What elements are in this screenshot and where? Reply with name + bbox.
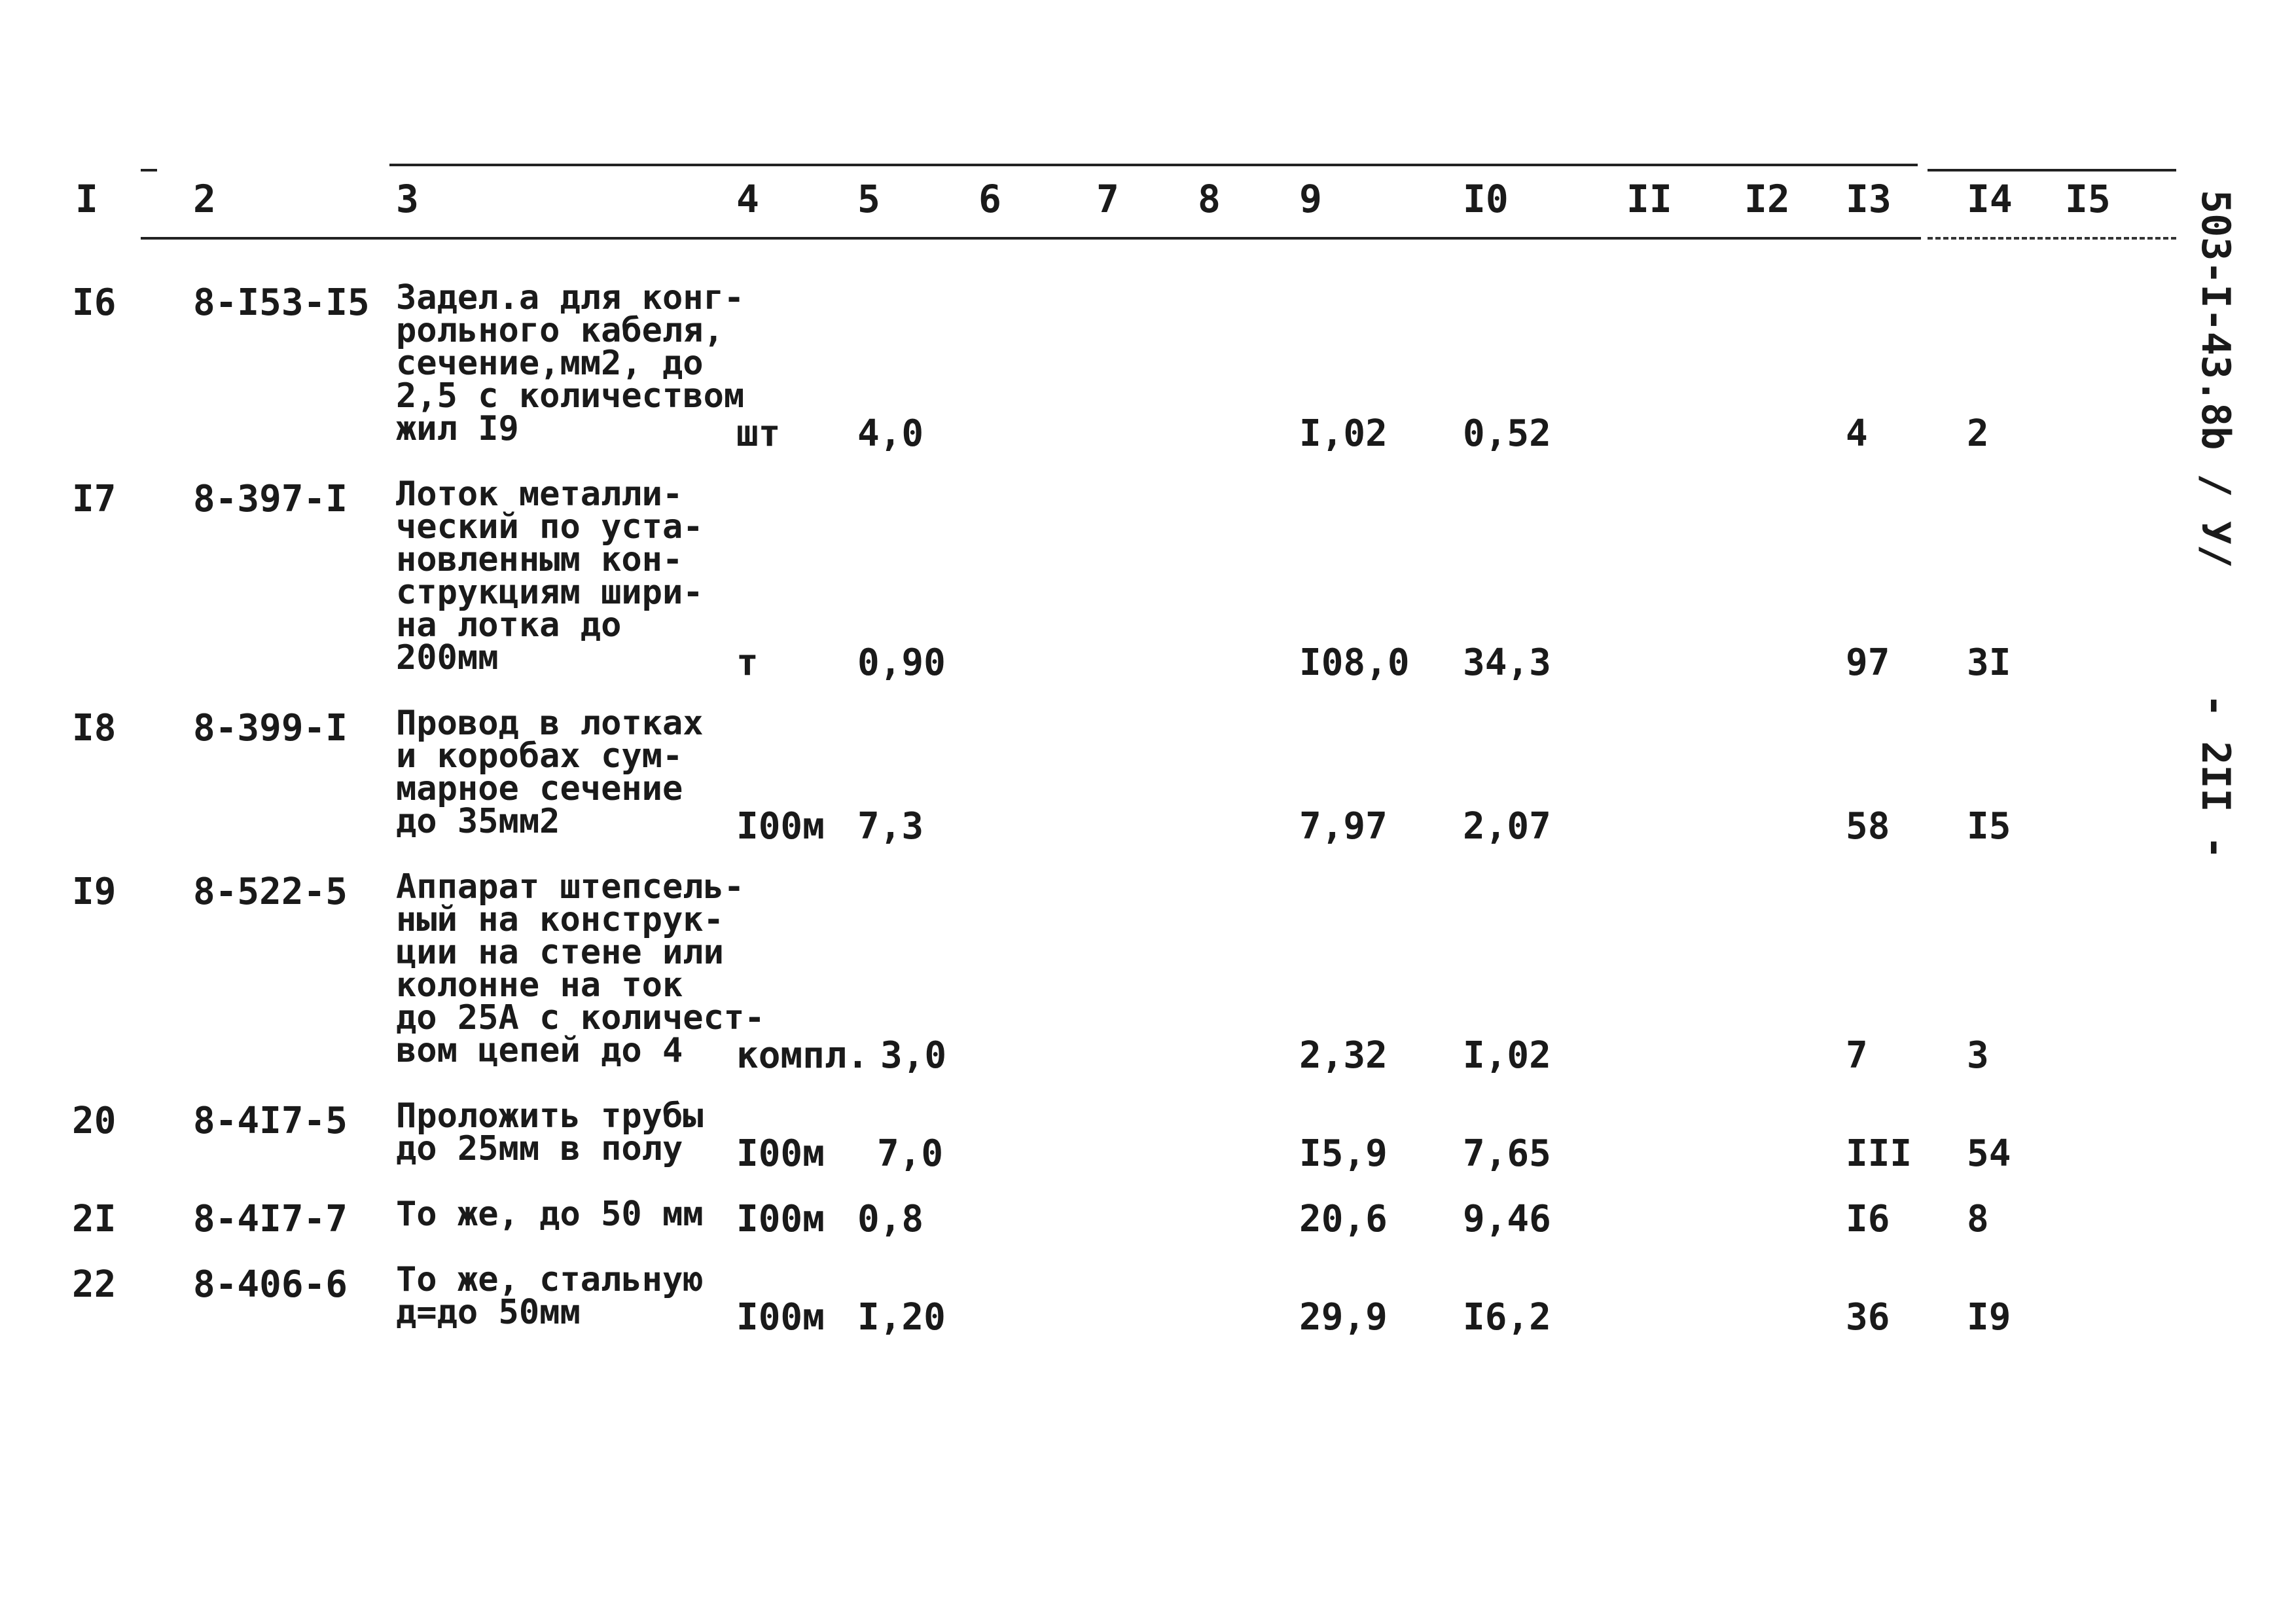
row-col-13: I6: [1846, 1198, 1890, 1240]
row-number: 2I: [72, 1198, 117, 1240]
row-col-10: 7,65: [1463, 1132, 1551, 1175]
header-col-5: 5: [857, 177, 880, 221]
row-col-14: 2: [1967, 412, 1989, 455]
row-col-13: 97: [1846, 641, 1890, 684]
row-unit: компл.: [736, 1034, 869, 1077]
row-description: Проложить трубы до 25мм в полу: [396, 1096, 704, 1168]
header-col-15: I5: [2065, 177, 2111, 221]
row-col-10: I,02: [1463, 1034, 1551, 1077]
row-unit: I00м: [736, 1296, 825, 1339]
row-col-5: I,20: [857, 1296, 946, 1339]
header-col-1: I: [75, 177, 98, 221]
row-col-9: I08,0: [1299, 641, 1410, 684]
header-col-12: I2: [1744, 177, 1790, 221]
row-number: 22: [72, 1263, 117, 1306]
row-unit: т: [736, 641, 759, 684]
row-col-14: 8: [1967, 1198, 1989, 1240]
row-col-10: 0,52: [1463, 412, 1551, 455]
row-col-13: 36: [1846, 1296, 1890, 1339]
row-col-5: 7,0: [877, 1132, 944, 1175]
row-description: То же, стальную д=до 50мм: [396, 1260, 704, 1332]
row-description: Аппарат штепсель- ный на конструк- ции на стене или колонне на ток до 25А с количест- вом цепей до 4: [396, 867, 765, 1070]
row-col-10: 9,46: [1463, 1198, 1551, 1240]
header-top-rule: [1928, 169, 2176, 171]
row-col-10: 2,07: [1463, 805, 1551, 848]
header-col-10: I0: [1463, 177, 1509, 221]
row-description: Лоток металли- ческий по уста- новленным кон- струкциям шири- на лотка до 200мм: [396, 475, 704, 677]
row-description: Провод в лотках и коробах сум- марное сечение до 35мм2: [396, 704, 704, 841]
header-col-11: II: [1626, 177, 1672, 221]
row-description: Задел.а для конг- рольного кабеля, сечение,мм2, до 2,5 с количеством жил I9: [396, 278, 745, 448]
row-col-9: 29,9: [1299, 1296, 1388, 1339]
document-code: 503-I-43.8b / У/: [2193, 190, 2238, 568]
header-col-2: 2: [193, 177, 216, 221]
row-code: 8-I53-I5: [193, 281, 370, 324]
row-col-5: 3,0: [880, 1034, 947, 1077]
header-top-rule: [141, 169, 157, 171]
header-bottom-rule: [1928, 237, 2176, 240]
header-col-7: 7: [1096, 177, 1119, 221]
row-col-5: 7,3: [857, 805, 924, 848]
row-col-9: 20,6: [1299, 1198, 1388, 1240]
row-col-14: 54: [1967, 1132, 2011, 1175]
row-col-13: 4: [1846, 412, 1868, 455]
row-number: 20: [72, 1100, 117, 1142]
header-col-3: 3: [396, 177, 419, 221]
row-unit: I00м: [736, 1132, 825, 1175]
row-unit: I00м: [736, 1198, 825, 1240]
row-number: I8: [72, 707, 117, 749]
row-col-9: I,02: [1299, 412, 1388, 455]
page-number: - 2II -: [2193, 694, 2238, 859]
row-col-5: 0,8: [857, 1198, 924, 1240]
row-number: I7: [72, 478, 117, 520]
row-col-5: 4,0: [857, 412, 924, 455]
row-code: 8-397-I: [193, 478, 348, 520]
row-col-9: I5,9: [1299, 1132, 1388, 1175]
row-col-9: 2,32: [1299, 1034, 1388, 1077]
header-col-14: I4: [1967, 177, 2013, 221]
row-code: 8-522-5: [193, 871, 348, 913]
row-description: То же, до 50 мм: [396, 1195, 704, 1234]
row-code: 8-4I7-7: [193, 1198, 348, 1240]
row-col-13: 58: [1846, 805, 1890, 848]
row-col-14: I9: [1967, 1296, 2011, 1339]
row-code: 8-406-6: [193, 1263, 348, 1306]
row-col-5: 0,90: [857, 641, 946, 684]
row-code: 8-4I7-5: [193, 1100, 348, 1142]
header-top-rule: [389, 164, 1918, 166]
row-col-13: III: [1846, 1132, 1912, 1175]
row-unit: шт: [736, 412, 781, 455]
row-col-13: 7: [1846, 1034, 1868, 1077]
row-unit: I00м: [736, 805, 825, 848]
row-number: I6: [72, 281, 117, 324]
row-col-14: 3: [1967, 1034, 1989, 1077]
header-col-9: 9: [1299, 177, 1322, 221]
row-number: I9: [72, 871, 117, 913]
row-col-9: 7,97: [1299, 805, 1388, 848]
header-col-13: I3: [1846, 177, 1892, 221]
header-bottom-rule: [141, 237, 1921, 240]
row-col-14: 3I: [1967, 641, 2011, 684]
header-col-6: 6: [978, 177, 1001, 221]
header-col-8: 8: [1198, 177, 1221, 221]
header-col-4: 4: [736, 177, 759, 221]
row-col-14: I5: [1967, 805, 2011, 848]
row-code: 8-399-I: [193, 707, 348, 749]
row-col-10: I6,2: [1463, 1296, 1551, 1339]
row-col-10: 34,3: [1463, 641, 1551, 684]
